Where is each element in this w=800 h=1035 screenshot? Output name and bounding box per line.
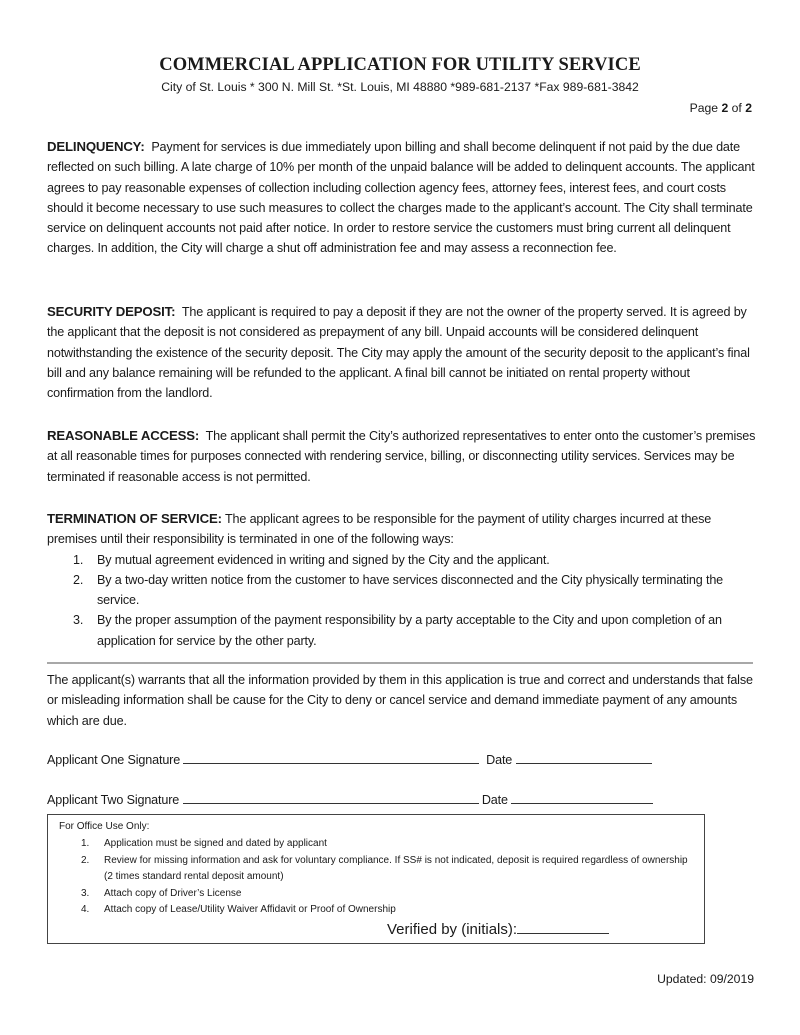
date-one-label: Date bbox=[486, 753, 513, 767]
termination-section bbox=[47, 509, 757, 651]
list-item-text: By a two-day written notice from the customer to have services disconnected and the City physically terminating the service. bbox=[97, 572, 724, 608]
list-item-number: 1. bbox=[73, 552, 84, 567]
list-item-text: Application must be signed and dated by applicant bbox=[104, 838, 327, 849]
city-contact-info: City of St. Louis * 300 N. Mill St. *St. Louis, MI 48880 *989-681-2137 *Fax 989-681-3842 bbox=[161, 80, 639, 94]
section-divider bbox=[47, 662, 753, 664]
page-total: 2 bbox=[745, 101, 752, 115]
termination-heading: TERMINATION OF SERVICE: bbox=[47, 511, 222, 526]
delinquency-heading: DELINQUENCY: bbox=[47, 139, 145, 154]
list-item-text: Attach copy of Lease/Utility Waiver Affidavit or Proof of Ownership bbox=[104, 904, 396, 915]
list-item-text: Attach copy of Driver’s License bbox=[104, 887, 242, 899]
list-item bbox=[48, 853, 698, 886]
office-use-checklist bbox=[48, 836, 698, 919]
security-deposit-section bbox=[47, 302, 757, 403]
list-item bbox=[47, 570, 757, 611]
page-of: of bbox=[731, 101, 742, 115]
reasonable-access-section bbox=[47, 426, 757, 487]
list-item-text: By mutual agreement evidenced in writing and signed by the City and the applicant. bbox=[97, 552, 550, 567]
list-item bbox=[47, 550, 757, 570]
reasonable-access-body: The applicant shall permit the City’s authorized representatives to enter onto the customer’s premises at all reasonable times for purposes connected with rendering service, billing, or disconnecting utility services. Services may be terminated if reasonable access is not permitted. bbox=[47, 429, 756, 484]
list-item bbox=[48, 886, 698, 903]
warranty-statement: The applicant(s) warrants that all the information provided by them in this application is true and correct and understands that false or misleading information shall be cause for the City to deny or cancel service and demand immediate payment of any amounts which are due. bbox=[47, 673, 753, 728]
list-item bbox=[48, 902, 698, 919]
termination-body: The applicant agrees to be responsible for the payment of utility charges incurred at these premises until their responsibility is terminated in one of the following ways: bbox=[47, 512, 712, 547]
list-item-text: By the proper assumption of the payment responsibility by a party acceptable to the City and upon completion of an application for service by the other party. bbox=[97, 613, 722, 648]
applicant-two-signature-row bbox=[47, 792, 653, 807]
reasonable-access-heading: REASONABLE ACCESS: bbox=[47, 428, 200, 443]
date-two-label: Date bbox=[481, 793, 508, 807]
verified-by-initials-field[interactable] bbox=[517, 920, 609, 934]
document-title: COMMERCIAL APPLICATION FOR UTILITY SERVICE bbox=[159, 55, 641, 75]
page-label: Page bbox=[689, 101, 719, 115]
date-two-field[interactable] bbox=[511, 792, 653, 804]
list-item bbox=[48, 836, 698, 853]
list-item-number: 3. bbox=[73, 613, 84, 628]
list-item-number: 4. bbox=[81, 904, 90, 915]
list-item-number: 2. bbox=[73, 572, 84, 587]
applicant-one-signature-label: Applicant One Signature bbox=[47, 753, 181, 767]
security-deposit-heading: SECURITY DEPOSIT: bbox=[47, 304, 176, 319]
list-item-number: 2. bbox=[81, 854, 90, 866]
date-one-field[interactable] bbox=[516, 752, 652, 764]
list-item-number: 3. bbox=[81, 887, 90, 899]
list-item bbox=[47, 610, 757, 651]
updated-date: Updated: 09/2019 bbox=[657, 972, 754, 986]
applicant-two-signature-label: Applicant Two Signature bbox=[47, 793, 180, 807]
page-current: 2 bbox=[721, 101, 729, 115]
list-item-number: 1. bbox=[81, 838, 90, 849]
verified-by-label: Verified by (initials): bbox=[387, 921, 518, 938]
security-deposit-body: The applicant is required to pay a deposit if they are not the owner of the property served. It is agreed by the applicant that the deposit is not considered as prepayment of any bill. Unpaid accounts will be considered delinquent notwithstanding the existence of the security deposit. The City may apply the amount of the security deposit to the applicant’s final bill and any balance remaining will be refunded to the applicant. A final bill cannot be initiated on rental property without confirmation from the landlord. bbox=[47, 305, 750, 401]
applicant-two-signature-field[interactable] bbox=[183, 792, 479, 804]
list-item-text: Review for missing information and ask for voluntary compliance. If SS# is not indicated, deposit is required regardless of ownership (2 times standard rental deposit amount) bbox=[104, 854, 688, 882]
office-use-box bbox=[47, 814, 705, 944]
delinquency-section bbox=[47, 137, 757, 259]
verified-by-row bbox=[387, 920, 609, 938]
delinquency-body: Payment for services is due immediately upon billing and shall become delinquent if not paid by the due date reflected on such billing. A late charge of 10% per month of the unpaid balance will be added to delinquent accounts. The applicant agrees to pay reasonable expenses of collection including collection agency fees, attorney fees, interest fees, and court costs should it become necessary to use such measures to collect the charges made to the applicant’s account. The City shall terminate service on delinquent accounts not paid after notice. In order to restore service the customers must bring current all delinquent charges. In addition, the City will charge a shut off administration fee and may assess a reconnection fee. bbox=[47, 140, 755, 256]
termination-list bbox=[47, 550, 757, 651]
applicant-one-signature-field[interactable] bbox=[183, 752, 479, 764]
office-use-title: For Office Use Only: bbox=[59, 821, 150, 832]
applicant-one-signature-row bbox=[47, 752, 652, 767]
page-indicator bbox=[690, 101, 752, 115]
